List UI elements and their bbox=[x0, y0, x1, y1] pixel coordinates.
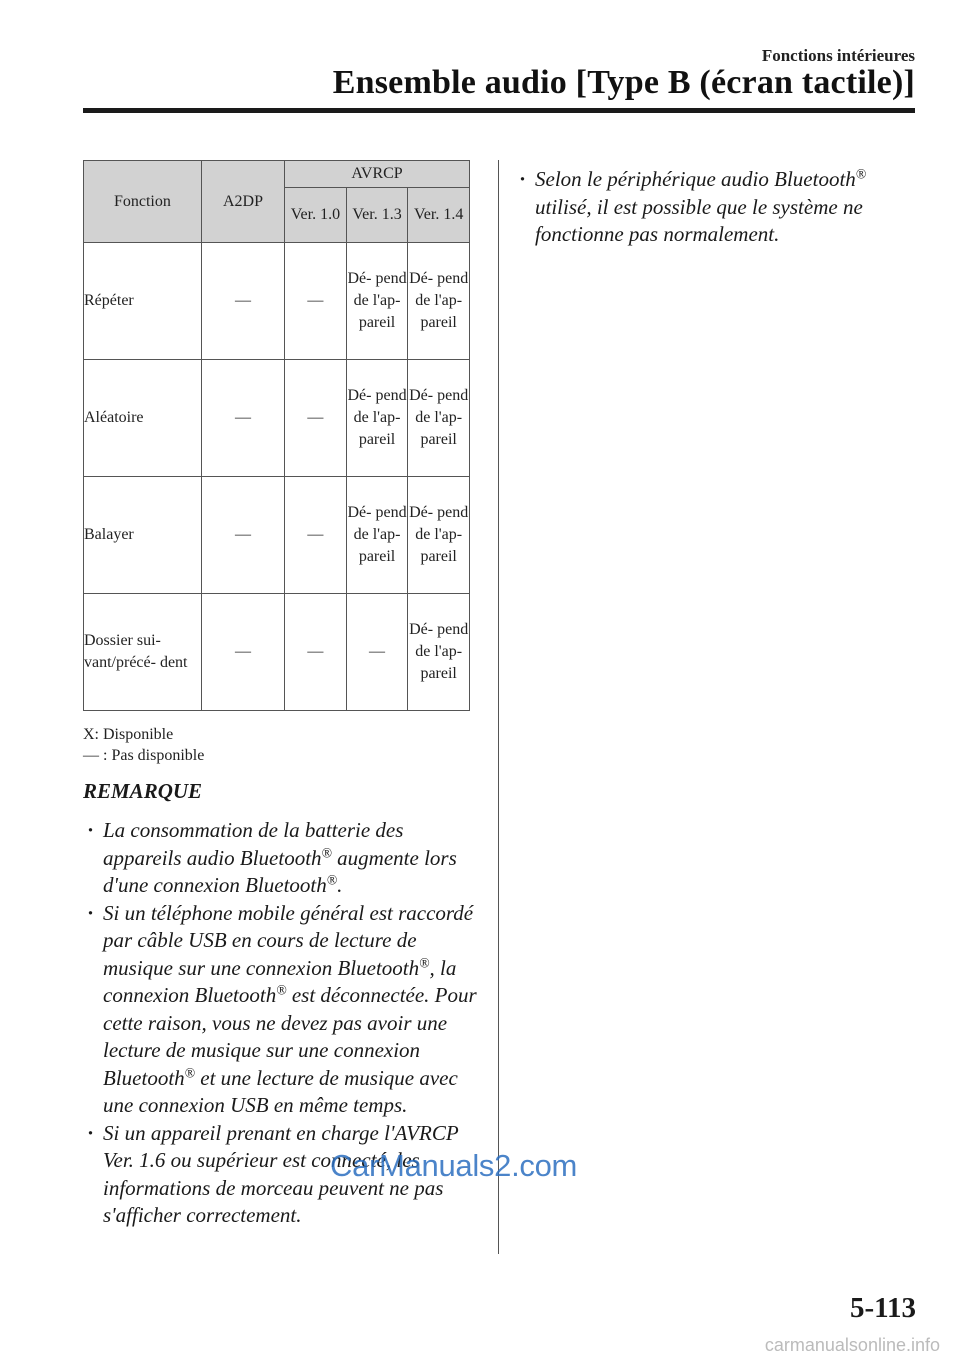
cell-ver-1-4: Dé- pend de l'ap- pareil bbox=[408, 360, 470, 477]
registered-mark: ® bbox=[855, 166, 867, 182]
page-title: Ensemble audio [Type B (écran tactile)] bbox=[332, 64, 915, 101]
table-legend bbox=[83, 724, 204, 766]
cell-a2dp: — bbox=[201, 477, 284, 594]
header-a2dp: A2DP bbox=[201, 161, 284, 243]
legend-available: X: Disponible bbox=[83, 726, 174, 743]
registered-mark: ® bbox=[276, 982, 287, 998]
table-row bbox=[84, 594, 470, 711]
note-text: est déconnectée. Pour cette raison, vous ne devez pas avoir une lecture de musique sur une connexion Bluetooth bbox=[103, 983, 477, 1090]
remarque-heading: REMARQUE bbox=[83, 779, 203, 803]
cell-ver-1-3: Dé- pend de l'ap- pareil bbox=[346, 243, 408, 360]
registered-mark: ® bbox=[326, 872, 338, 888]
note-text: Selon le périphérique audio Bluetooth bbox=[535, 167, 856, 191]
note-text: La consommation de la batterie des appareils audio Bluetooth bbox=[103, 818, 404, 870]
cell-function: Aléatoire bbox=[84, 360, 202, 477]
legend-unavailable: — : Pas disponible bbox=[83, 747, 205, 764]
cell-ver-1-0: — bbox=[285, 477, 347, 594]
note-device bbox=[515, 166, 920, 249]
registered-mark: ® bbox=[184, 1065, 196, 1080]
note-text: Si un appareil prenant en charge l'AVRCP Ver. 1.6 ou supérieur est connecté, les informations de morceau peuvent ne pas s'afficher correctement. bbox=[103, 1120, 459, 1227]
note-text: , la connexion Bluetooth bbox=[103, 955, 457, 1007]
cell-function: Répéter bbox=[84, 243, 202, 360]
note-text: augmente lors d'une connexion Bluetooth bbox=[103, 845, 457, 897]
note-text: . bbox=[337, 873, 343, 897]
table-row bbox=[84, 360, 470, 477]
cell-ver-1-0: — bbox=[285, 594, 347, 711]
registered-mark: ® bbox=[419, 955, 430, 970]
watermark-logo: CarManuals2.com bbox=[330, 1148, 578, 1183]
header-function: Fonction bbox=[84, 161, 202, 243]
header-ver-1-4: Ver. 1.4 bbox=[408, 188, 470, 243]
note-battery bbox=[83, 817, 478, 900]
cell-ver-1-4: Dé- pend de l'ap- pareil bbox=[408, 243, 470, 360]
feature-table bbox=[83, 160, 470, 711]
cell-ver-1-4: Dé- pend de l'ap- pareil bbox=[408, 594, 470, 711]
cell-ver-1-0: — bbox=[285, 243, 347, 360]
page-number: 5-113 bbox=[849, 1292, 916, 1324]
section-title: Fonctions intérieures bbox=[761, 46, 915, 65]
note-usb bbox=[83, 900, 478, 1120]
table-row bbox=[84, 243, 470, 360]
cell-ver-1-0: — bbox=[285, 360, 347, 477]
registered-mark: ® bbox=[321, 845, 332, 860]
table-row bbox=[84, 477, 470, 594]
note-text: et une lecture de musique avec une connexion USB en même temps. bbox=[103, 1065, 458, 1117]
site-watermark: carmanualsonline.info bbox=[764, 1335, 940, 1355]
header-ver-1-3: Ver. 1.3 bbox=[346, 188, 408, 243]
note-text: utilisé, il est possible que le système ne fonctionne pas normalement. bbox=[535, 194, 863, 246]
header-rule bbox=[83, 108, 915, 113]
cell-ver-1-4: Dé- pend de l'ap- pareil bbox=[408, 477, 470, 594]
cell-ver-1-3: — bbox=[346, 594, 408, 711]
cell-ver-1-3: Dé- pend de l'ap- pareil bbox=[346, 360, 408, 477]
cell-function: Balayer bbox=[84, 477, 202, 594]
cell-a2dp: — bbox=[201, 243, 284, 360]
cell-a2dp: — bbox=[201, 594, 284, 711]
header-ver-1-0: Ver. 1.0 bbox=[285, 188, 347, 243]
header-avrcp: AVRCP bbox=[285, 161, 470, 188]
column-divider bbox=[498, 160, 499, 1254]
right-note-list bbox=[515, 166, 920, 249]
cell-ver-1-3: Dé- pend de l'ap- pareil bbox=[346, 477, 408, 594]
cell-function: Dossier sui- vant/précé- dent bbox=[84, 594, 202, 711]
cell-a2dp: — bbox=[201, 360, 284, 477]
note-text: Si un téléphone mobile général est raccordé par câble USB en cours de lecture de musique sur une connexion Bluetooth bbox=[103, 900, 474, 980]
